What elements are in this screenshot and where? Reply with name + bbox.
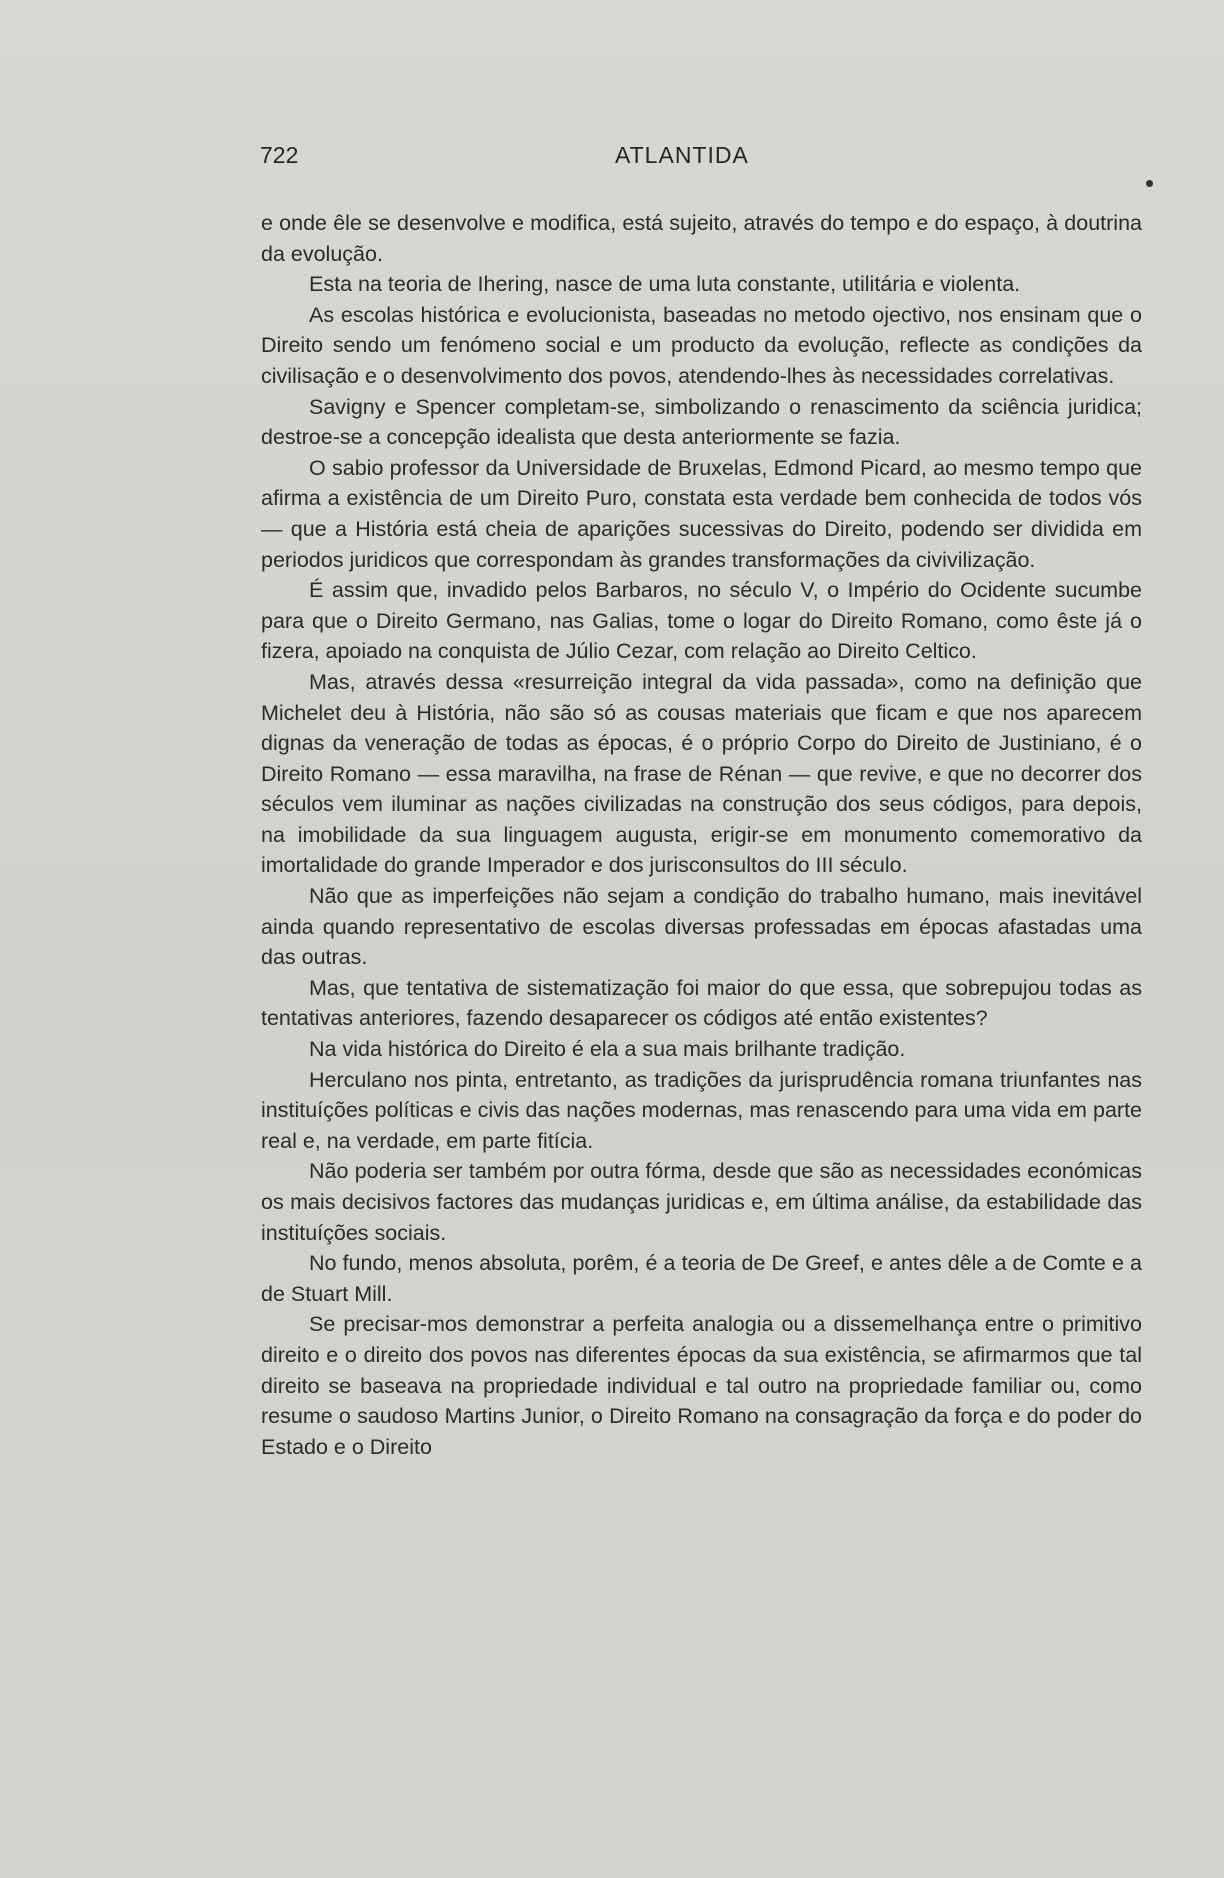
paragraph: As escolas histórica e evolucionista, baseadas no metodo ojectivo, nos ensinam que o Direito sendo um fenómeno social e um producto da evolução, reflecte as condições da civilisação e o desenvolvimento dos povos, atendendo-lhes às necessidades correlativas. — [261, 302, 1142, 388]
paragraph: O sabio professor da Universidade de Bruxelas, Edmond Picard, ao mesmo tempo que afirma a existência de um Direito Puro, constata esta verdade bem conhecida de todos vós — que a História está cheia de aparições sucessivas do Direito, podendo ser dividida em periodos juridicos que correspondam às grandes transformações da civivilização. — [261, 455, 1142, 572]
running-title: ATLANTIDA — [615, 142, 749, 168]
paragraph: Herculano nos pinta, entretanto, as tradições da jurisprudência romana triunfantes nas instituíções políticas e civis das nações modernas, mas renascendo para uma vida em parte real e, na verdade, em parte fitícia. — [261, 1067, 1142, 1153]
paragraph: Não que as imperfeições não sejam a condição do trabalho humano, mais inevitável ainda quando representativo de escolas diversas professadas em épocas afastadas uma das outras. — [261, 884, 1142, 970]
ink-speck — [1146, 180, 1153, 187]
paragraph: Não poderia ser também por outra fórma, desde que são as necessidades económicas os mais decisivos factores das mudanças juridicas e, em última análise, da estabilidade das instituíções sociais. — [261, 1159, 1142, 1245]
paragraph: Mas, que tentativa de sistematização foi maior do que essa, que sobrepujou todas as tentativas anteriores, fazendo desaparecer os códigos até então existentes? — [261, 975, 1142, 1031]
paragraph: Se precisar-mos demonstrar a perfeita analogia ou a dissemelhança entre o primitivo direito e o direito dos povos nas diferentes épocas da sua existência, se afirmarmos que tal direito se baseava na propriedade individual e tal outro na propriedade familiar ou, como resume o saudoso Martins Junior, o Direito Romano na consagração da força e do poder do Estado e o Direito — [261, 1312, 1142, 1459]
paragraph: Esta na teoria de Ihering, nasce de uma luta constante, utilitária e violenta. — [309, 272, 1021, 297]
page-number: 722 — [260, 142, 299, 168]
body-text — [261, 208, 1142, 1462]
paragraph: Savigny e Spencer completam-se, simbolizando o renascimento da sciência juridica; destroe-se a concepção idealista que desta anteriormente se fazia. — [261, 394, 1142, 450]
paragraph: e onde êle se desenvolve e modifica, está sujeito, através do tempo e do espaço, à doutrina da evolução. — [261, 211, 1142, 266]
paragraph: No fundo, menos absoluta, porêm, é a teoria de De Greef, e antes dêle a de Comte e a de Stuart Mill. — [261, 1251, 1142, 1306]
paragraph: Mas, através dessa «resurreição integral da vida passada», como na definição que Michelet deu à História, não são só as cousas materiais que ficam e que nos aparecem dignas da veneração de todas as épocas, é o próprio Corpo do Direito de Justiniano, é o Direito Romano — essa maravilha, na frase de Rénan — que revive, e que no decorrer dos séculos vem iluminar as nações civilizadas na construção dos seus códigos, para depois, na imobilidade da sua linguagem augusta, erigir-se em monumento comemorativo da imortalidade do grande Imperador e dos jurisconsultos do III século. — [261, 669, 1142, 878]
page-header — [260, 142, 1138, 176]
paragraph: É assim que, invadido pelos Barbaros, no século V, o Império do Ocidente sucumbe para que o Direito Germano, nas Galias, tome o logar do Direito Romano, como êste já o fizera, apoiado na conquista de Júlio Cezar, com relação ao Direito Celtico. — [261, 578, 1142, 664]
paragraph: Na vida histórica do Direito é ela a sua mais brilhante tradição. — [309, 1037, 906, 1062]
